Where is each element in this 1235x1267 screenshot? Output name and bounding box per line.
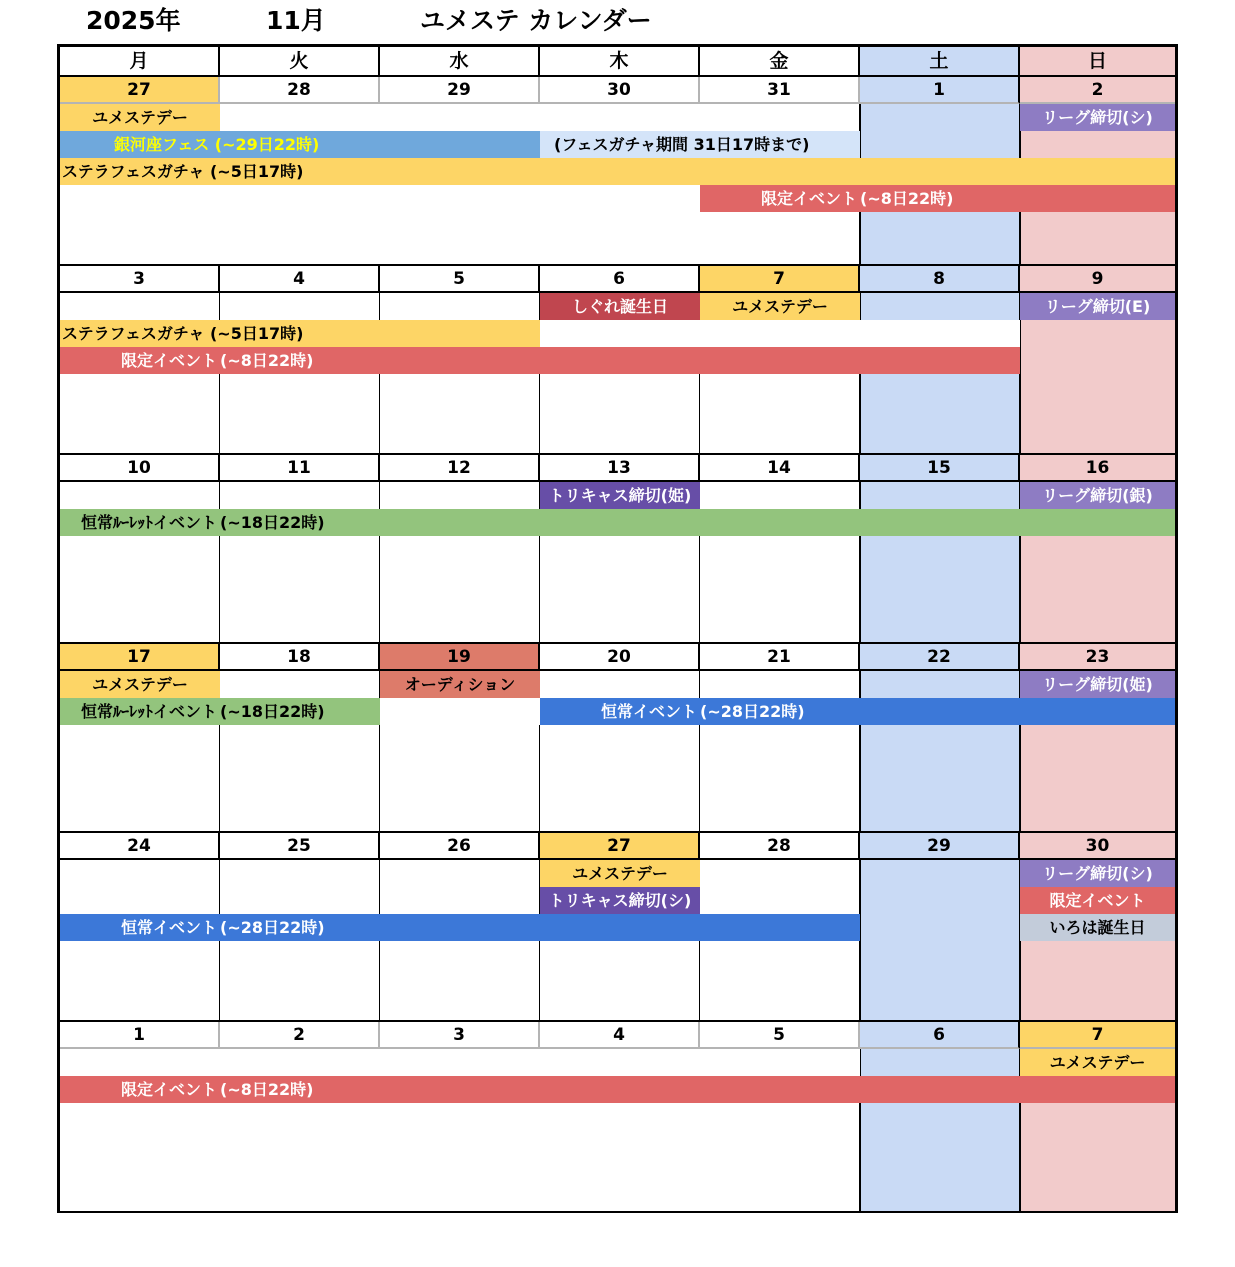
event-label: しぐれ誕生日 xyxy=(571,297,668,316)
event-label: 恒常ﾙｰﾚｯﾄイベント (~18日22時) xyxy=(80,702,325,721)
calendar-title: ユメステ カレンダー xyxy=(420,6,652,35)
date-cell[interactable]: 30 xyxy=(540,77,700,104)
event-bar[interactable] xyxy=(540,482,700,509)
date-cell[interactable]: 1 xyxy=(860,77,1020,104)
week-row xyxy=(60,266,1175,455)
date-cell[interactable]: 28 xyxy=(220,77,380,104)
event-bar[interactable] xyxy=(540,293,700,320)
event-bar[interactable] xyxy=(60,671,220,698)
event-bar[interactable] xyxy=(60,1049,860,1076)
weekday-header-tue: 火 xyxy=(220,47,380,75)
event-bar[interactable] xyxy=(1020,860,1175,887)
date-cell[interactable]: 23 xyxy=(1020,644,1175,671)
week-divider xyxy=(60,264,1175,266)
date-cell[interactable]: 19 xyxy=(380,644,540,671)
event-label: ユメステデー xyxy=(92,108,188,127)
date-cell[interactable]: 7 xyxy=(700,266,860,293)
event-label: リーグ締切(姫) xyxy=(1042,675,1153,694)
event-label: トリキャス締切(シ) xyxy=(548,891,692,910)
day-cell[interactable] xyxy=(860,455,1020,644)
date-cell[interactable]: 20 xyxy=(540,644,700,671)
event-bar[interactable] xyxy=(60,131,540,158)
event-bar[interactable] xyxy=(700,185,1175,212)
event-label: 恒常ﾙｰﾚｯﾄイベント (~18日22時) xyxy=(80,513,325,532)
event-label: 限定イベント (~8日22時) xyxy=(120,1080,314,1099)
event-label: 限定イベント (~8日22時) xyxy=(120,351,314,370)
event-bar[interactable] xyxy=(60,509,1175,536)
weekday-header-row xyxy=(60,47,1175,77)
event-bar[interactable] xyxy=(1020,482,1175,509)
event-label: リーグ締切(シ) xyxy=(1042,108,1153,127)
week-divider xyxy=(60,1020,1175,1022)
day-cell[interactable] xyxy=(540,644,700,833)
event-label: 恒常イベント (~28日22時) xyxy=(120,918,325,937)
date-cell[interactable]: 1 xyxy=(60,1022,220,1049)
day-cell[interactable] xyxy=(380,455,540,644)
week-row xyxy=(60,77,1175,266)
event-bar[interactable] xyxy=(60,158,1175,185)
event-label: (フェスガチャ期間 31日17時まで) xyxy=(554,135,810,154)
date-cell[interactable]: 18 xyxy=(220,644,380,671)
event-bar[interactable] xyxy=(60,104,220,131)
date-cell[interactable]: 5 xyxy=(700,1022,860,1049)
event-bar[interactable] xyxy=(540,131,860,158)
title-month: 11月 xyxy=(266,6,326,35)
date-cell[interactable]: 30 xyxy=(1020,833,1175,860)
event-bar[interactable] xyxy=(540,887,700,914)
date-cell[interactable]: 2 xyxy=(1020,77,1175,104)
event-label: ユメステデー xyxy=(732,297,828,316)
event-label: 限定イベント (~8日22時) xyxy=(760,189,954,208)
date-cell[interactable]: 14 xyxy=(700,455,860,482)
date-cell[interactable]: 5 xyxy=(380,266,540,293)
event-bar[interactable] xyxy=(1020,887,1175,914)
event-bar[interactable] xyxy=(540,698,1175,725)
date-cell[interactable]: 28 xyxy=(700,833,860,860)
date-cell[interactable]: 2 xyxy=(220,1022,380,1049)
date-cell[interactable]: 6 xyxy=(540,266,700,293)
column-divider xyxy=(219,455,220,644)
date-cell[interactable]: 25 xyxy=(220,833,380,860)
event-bar[interactable] xyxy=(1020,293,1175,320)
event-label: 限定イベント xyxy=(1049,891,1146,910)
day-cell[interactable] xyxy=(220,455,380,644)
column-divider xyxy=(859,455,861,644)
event-bar[interactable] xyxy=(380,671,540,698)
event-bar[interactable] xyxy=(60,698,380,725)
date-cell[interactable]: 21 xyxy=(700,644,860,671)
date-cell[interactable]: 15 xyxy=(860,455,1020,482)
event-label: リーグ締切(E) xyxy=(1044,297,1151,316)
event-bar[interactable] xyxy=(700,293,860,320)
event-bar[interactable] xyxy=(60,320,540,347)
date-cell[interactable]: 12 xyxy=(380,455,540,482)
date-cell[interactable]: 8 xyxy=(860,266,1020,293)
date-cell[interactable]: 27 xyxy=(540,833,700,860)
date-cell[interactable]: 31 xyxy=(700,77,860,104)
event-bar[interactable] xyxy=(60,914,860,941)
date-cell[interactable]: 17 xyxy=(60,644,220,671)
weekday-header-mon: 月 xyxy=(60,47,220,75)
title-year: 2025年 xyxy=(86,6,181,35)
weekday-header-thu: 木 xyxy=(540,47,700,75)
calendar-grid xyxy=(57,44,1178,1213)
column-divider xyxy=(379,455,380,644)
date-cell[interactable]: 26 xyxy=(380,833,540,860)
event-bar[interactable] xyxy=(540,320,1020,347)
event-label: 恒常イベント (~28日22時) xyxy=(600,702,805,721)
weekday-header-wed: 水 xyxy=(380,47,540,75)
event-label: 銀河座フェス (~29日22時) xyxy=(114,135,320,154)
event-label: ステラフェスガチャ (~5日17時) xyxy=(62,324,304,343)
date-cell[interactable]: 11 xyxy=(220,455,380,482)
event-label: リーグ締切(銀) xyxy=(1042,486,1153,505)
day-cell[interactable] xyxy=(700,455,860,644)
date-cell[interactable]: 4 xyxy=(220,266,380,293)
date-cell[interactable]: 7 xyxy=(1020,1022,1175,1049)
event-bar[interactable] xyxy=(60,347,1020,374)
date-cell[interactable]: 6 xyxy=(860,1022,1020,1049)
date-cell[interactable]: 27 xyxy=(60,77,220,104)
week-row xyxy=(60,644,1175,833)
event-bar[interactable] xyxy=(1020,1049,1175,1076)
week-row xyxy=(60,833,1175,1022)
date-cell[interactable]: 22 xyxy=(860,644,1020,671)
week-divider xyxy=(60,453,1175,455)
week-row xyxy=(60,455,1175,644)
day-cell[interactable] xyxy=(220,644,380,833)
date-cell[interactable]: 16 xyxy=(1020,455,1175,482)
event-label: ユメステデー xyxy=(572,864,668,883)
week-row xyxy=(60,1022,1175,1211)
event-label: ユメステデー xyxy=(1049,1053,1146,1072)
weekday-header-sat: 土 xyxy=(860,47,1020,75)
event-bar[interactable] xyxy=(1020,914,1175,941)
date-cell[interactable]: 4 xyxy=(540,1022,700,1049)
date-cell[interactable]: 29 xyxy=(380,77,540,104)
date-cell[interactable]: 24 xyxy=(60,833,220,860)
day-cell[interactable] xyxy=(860,644,1020,833)
week-divider xyxy=(60,831,1175,833)
day-cell[interactable] xyxy=(60,455,220,644)
date-cell[interactable]: 29 xyxy=(860,833,1020,860)
date-cell[interactable]: 3 xyxy=(380,1022,540,1049)
column-divider xyxy=(859,644,861,833)
event-label: ユメステデー xyxy=(92,675,188,694)
week-divider xyxy=(60,642,1175,644)
event-label: リーグ締切(シ) xyxy=(1042,864,1153,883)
weekday-header-fri: 金 xyxy=(700,47,860,75)
event-bar[interactable] xyxy=(1020,104,1175,131)
event-bar[interactable] xyxy=(60,1076,1175,1103)
date-cell[interactable]: 13 xyxy=(540,455,700,482)
event-label: オーディション xyxy=(404,675,516,694)
day-cell[interactable] xyxy=(860,833,1020,1022)
date-cell[interactable]: 9 xyxy=(1020,266,1175,293)
event-label: いろは誕生日 xyxy=(1049,918,1146,937)
event-bar[interactable] xyxy=(540,860,700,887)
date-cell[interactable]: 3 xyxy=(60,266,220,293)
event-bar[interactable] xyxy=(1020,671,1175,698)
date-cell[interactable]: 10 xyxy=(60,455,220,482)
day-cell[interactable] xyxy=(700,644,860,833)
event-label: ステラフェスガチャ (~5日17時) xyxy=(62,162,304,181)
day-cell[interactable] xyxy=(860,1022,1020,1211)
weekday-header-sun: 日 xyxy=(1020,47,1175,75)
event-label: トリキャス締切(姫) xyxy=(548,486,692,505)
event-bar[interactable] xyxy=(380,698,540,725)
column-divider xyxy=(699,644,700,833)
